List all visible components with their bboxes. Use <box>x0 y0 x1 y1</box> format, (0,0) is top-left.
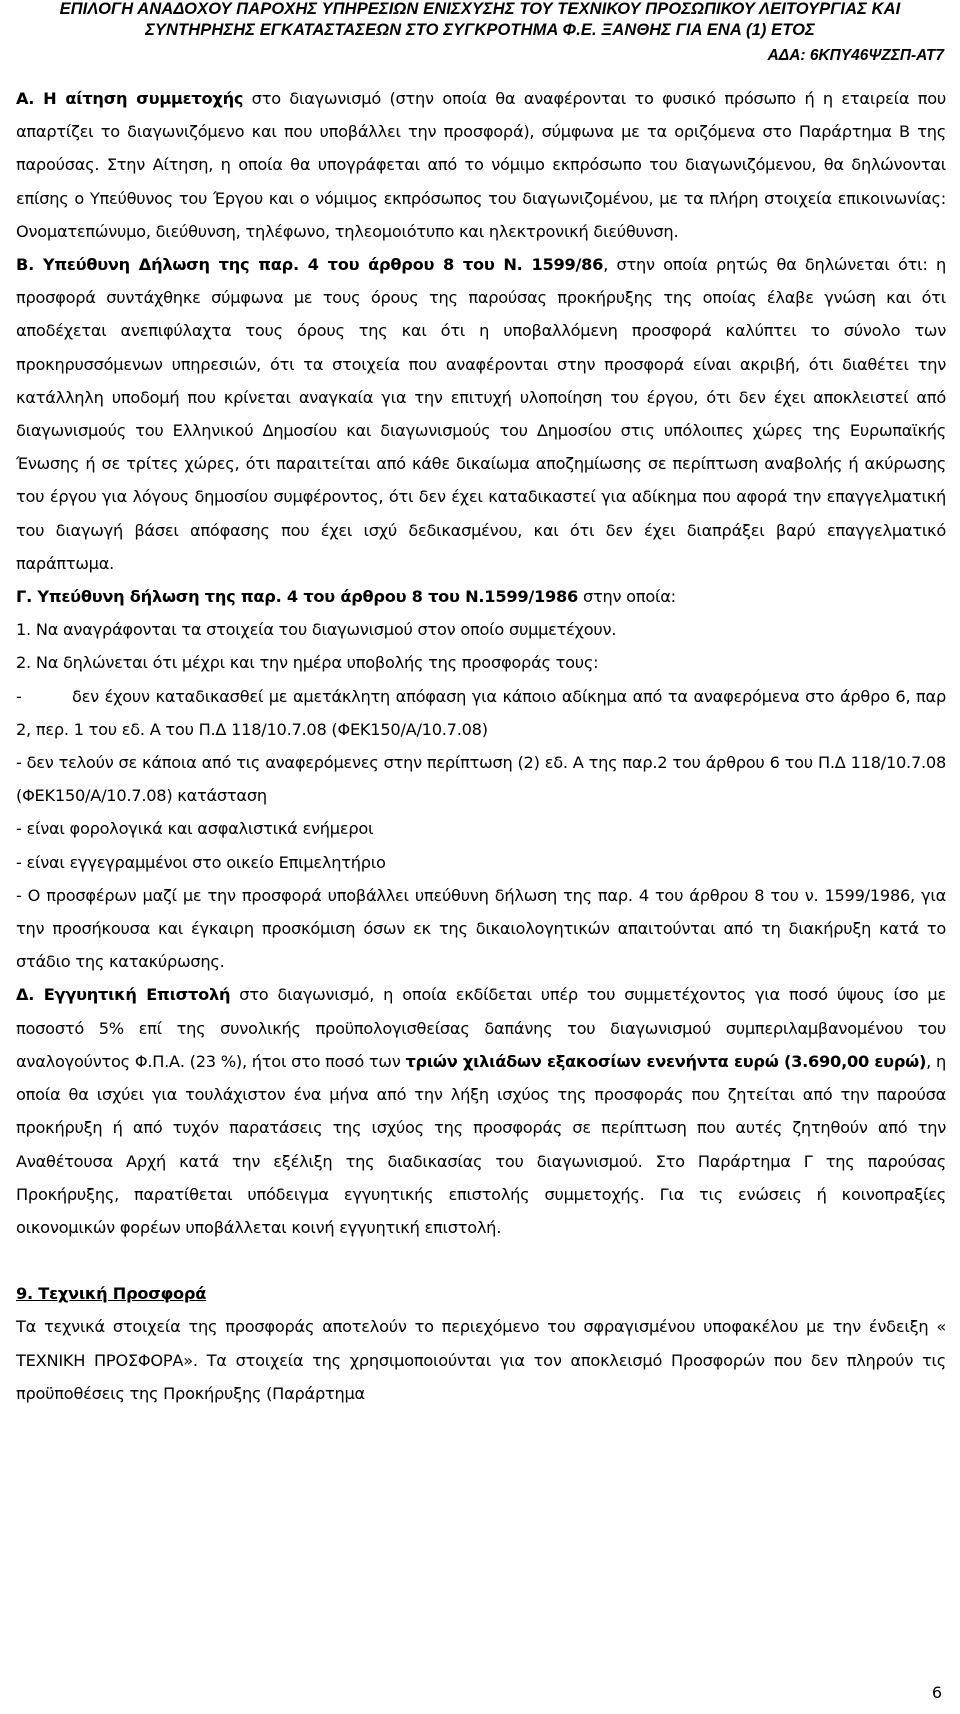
section-d-paragraph <box>16 978 946 1244</box>
section-a-text: στο διαγωνισμό (στην οποία θα αναφέρονται το φυσικό πρόσωπο ή η εταιρεία που απαρτίζει το διαγωνιζόμενο και που υποβάλλει την προσφορά), σύμφωνα με τα οριζόμενα στο Παράρτημα Β της παρούσας. Στην Αίτηση, η οποία θα υπογράφεται από το νόμιμο εκπρόσωπο του διαγωνιζόμενου, θα δηλώνονται επίσης ο Υπεύθυνος του Έργου και ο νόμιμος εκπρόσωπος του διαγωνιζομένου, με τα πλήρη στοιχεία επικοινωνίας: Ονοματεπώνυμο, διεύθυνση, τηλέφωνο, τηλεομοιότυπο και ηλεκτρονική διεύθυνση. <box>16 89 946 241</box>
section-c-item-2: 2. Να δηλώνεται ότι μέχρι και την ημέρα υποβολής της προσφοράς τους: <box>16 653 599 673</box>
section-9-heading-line <box>16 1277 946 1310</box>
section-d-text-1: στο διαγωνισμό, η οποία εκδίδεται υπέρ του συμμετέχοντος για ποσό ύψους ίσο με ποσοστό 5% επί της συνολικής προϋπολογισθείσας δαπάνης του διαγωνισμού συμπεριλαμβανομένου του αναλογούντος Φ.Π.Α. (23 %), ήτοι στο ποσό των <box>16 985 946 1071</box>
section-a-paragraph <box>16 82 946 248</box>
section-c-dash-1 <box>16 680 946 746</box>
section-9-paragraph: Τα τεχνικά στοιχεία της προσφοράς αποτελούν το περιεχόμενο του σφραγισμένου υποφακέλου με την ένδειξη « ΤΕΧΝΙΚΗ ΠΡΟΣΦΟΡΑ». Τα στοιχεία της χρησιμοποιούνται για τον αποκλεισμό Προσφορών που δεν πληρούν τις προϋποθέσεις της Προκήρυξης (Παράρτημα <box>16 1317 946 1403</box>
section-c-dash-2: - δεν τελούν σε κάποια από τις αναφερόμενες στην περίπτωση (2) εδ. Α της παρ.2 του άρθρου 6 του Π.Δ 118/10.7.08 (ΦΕΚ150/Α/10.7.08) κατάσταση <box>16 753 946 806</box>
guarantee-amount: τριών χιλιάδων εξακοσίων ενενήντα ευρώ (3.690,00 ευρώ) <box>405 1051 927 1071</box>
section-a-label: Α. Η αίτηση συμμετοχής <box>16 89 244 108</box>
document-body <box>16 82 946 1410</box>
section-c-dash-4: - είναι εγγεγραμμένοι στο οικείο Επιμελητήριο <box>16 852 386 872</box>
header-title-line1: ΕΠΙΛΟΓΗ ΑΝΑΔΟΧΟΥ ΠΑΡΟΧΗΣ ΥΠΗΡΕΣΙΩΝ ΕΝΙΣΧΥΣΗΣ ΤΟΥ ΤΕΧΝΙΚΟΥ ΠΡΟΣΩΠΙΚΟΥ ΛΕΙΤΟΥΡΓΙΑΣ ΚΑΙ <box>59 0 901 18</box>
dash-marker: - <box>16 686 22 706</box>
section-d-text-2: , η οποία θα ισχύει για τουλάχιστον ένα μήνα από την λήξη ισχύος της προσφοράς που ζητείται από την παρούσα προκήρυξη ή από τυχόν παρατάσεις της ισχύος της προσφοράς σε περίπτωση που αυτές ζητηθούν από την Αναθέτουσα Αρχή κατά την εξέλιξη της διαδικασίας του διαγωνισμού. Στο Παράρτημα Γ της παρούσας Προκήρυξης, παρατίθεται υπόδειγμα εγγυητικής επιστολής συμμετοχής. Για τις ενώσεις ή κοινοπραξίες οικονομικών φορέων υποβάλλεται κοινή εγγυητική επιστολή. <box>16 1051 946 1237</box>
section-9-heading: 9. Τεχνική Προσφορά <box>16 1284 207 1304</box>
section-b-text: , στην οποία ρητώς θα δηλώνεται ότι: η προσφορά συντάχθηκε σύμφωνα με τους όρους της παρούσας προκήρυξης της οποίας έλαβε γνώση και ότι αποδέχεται ανεπιφύλαχτα τους όρους της και ότι η υποβαλλόμενη προσφορά καλύπτει το σύνολο των προκηρυσσόμενων υπηρεσιών, ότι τα στοιχεία που αναφέρονται στην προσφορά είναι ακριβή, ότι διαθέτει την κατάλληλη υποδομή που κρίνεται αναγκαία για την επιτυχή υλοποίηση του έργου, ότι δεν έχει αποκλειστεί από διαγωνισμούς του Ελληνικού Δημοσίου και διαγωνισμούς του Δημοσίου στις υπόλοιπες χώρες της Ευρωπαϊκής Ένωσης ή σε τρίτες χώρες, ότι παραιτείται από κάθε δικαίωμα αποζημίωσης σε περίπτωση αναβολής ή ακύρωσης του έργου για λόγους δημοσίου συμφέροντος, ότι δεν έχει καταδικαστεί για αδίκημα που αφορά την επαγγελματική του διαγωγή βάσει απόφασης που έχει ισχύ δεδικασμένου, και ότι δεν έχει διαπράξει βαρύ επαγγελματικό παράπτωμα. <box>16 255 946 573</box>
ada-code: ΑΔΑ: 6ΚΠΥ46ΨΖΣΠ-ΑΤ7 <box>767 47 944 64</box>
section-c-heading <box>16 580 946 613</box>
page-number: 6 <box>931 1683 942 1702</box>
section-c-dash-3: - είναι φορολογικά και ασφαλιστικά ενήμεροι <box>16 819 374 839</box>
section-b-paragraph <box>16 248 946 580</box>
section-c-text: στην οποία: <box>578 587 676 607</box>
section-b-label: Β. Υπεύθυνη Δήλωση της παρ. 4 του άρθρου 8 του Ν. 1599/86 <box>16 255 604 275</box>
section-c-item-1: 1. Να αναγράφονται τα στοιχεία του διαγωνισμού στον οποίο συμμετέχουν. <box>16 620 617 640</box>
spacer <box>16 1244 946 1277</box>
section-c-dash-5: - Ο προσφέρων μαζί με την προσφορά υποβάλλει υπεύθυνη δήλωση της παρ. 4 του άρθρου 8 του ν. 1599/1986, για την προσήκουσα και έγκαιρη προσκόμιση όσων εκ της δικαιολογητικών απαιτούνται από τη διακήρυξη κατά το στάδιο της κατακύρωσης. <box>16 885 946 972</box>
header-title-line2: ΣΥΝΤΗΡΗΣΗΣ ΕΓΚΑΤΑΣΤΑΣΕΩΝ ΣΤΟ ΣΥΓΚΡΟΤΗΜΑ Φ.Ε. ΞΑΝΘΗΣ ΓΙΑ ΕΝΑ (1) ΕΤΟΣ <box>145 21 815 39</box>
section-c-label: Γ. Υπεύθυνη δήλωση της παρ. 4 του άρθρου 8 του Ν.1599/1986 <box>16 587 579 607</box>
dash-1-text: δεν έχουν καταδικασθεί με αμετάκλητη απόφαση για κάποιο αδίκημα από τα αναφερόμενα στο άρθρο 6, παρ 2, περ. 1 του εδ. Α του Π.Δ 118/10.7.08 (ΦΕΚ150/Α/10.7.08) <box>16 686 946 739</box>
section-d-label: Δ. Εγγυητική Επιστολή <box>16 985 231 1005</box>
